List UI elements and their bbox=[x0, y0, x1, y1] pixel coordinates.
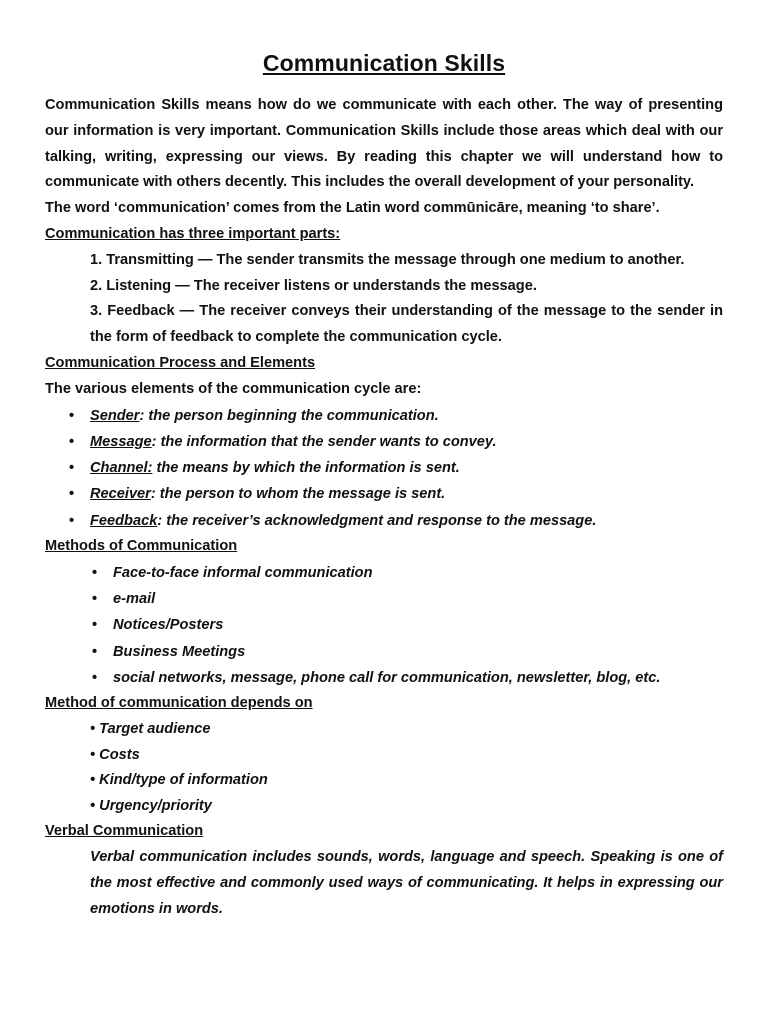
depends-heading: Method of communication depends on bbox=[45, 695, 313, 712]
bullet: • bbox=[69, 407, 75, 424]
element-desc: the means by which the information is sent. bbox=[152, 460, 460, 477]
parts-heading: Communication has three important parts: bbox=[45, 225, 341, 242]
parts-item-1: 1. Transmitting — The sender transmits the message through one medium to another. bbox=[90, 251, 685, 268]
verbal-heading: Verbal Communication bbox=[45, 823, 204, 840]
depends-item: • Costs bbox=[90, 746, 140, 763]
bullet: • bbox=[92, 564, 98, 581]
method-item bbox=[45, 665, 723, 691]
bullet: • bbox=[69, 460, 75, 477]
element-item bbox=[45, 429, 723, 455]
depends-item: • Target audience bbox=[90, 721, 211, 738]
depends-item: • Kind/type of information bbox=[90, 772, 268, 789]
parts-item-3: 3. Feedback — The receiver conveys their understanding of the message to the sender in the form of feedback to complete the communication cycle. bbox=[90, 303, 723, 346]
method-item bbox=[45, 639, 723, 665]
bullet: • bbox=[92, 670, 98, 687]
element-item bbox=[45, 455, 723, 481]
element-term: Sender bbox=[90, 407, 140, 424]
element-term: Receiver bbox=[90, 486, 151, 503]
method-text: Face-to-face informal communication bbox=[113, 564, 373, 581]
methods-heading: Methods of Communication bbox=[45, 538, 238, 555]
element-item bbox=[45, 403, 723, 429]
depends-item: • Urgency/priority bbox=[90, 797, 212, 814]
bullet: • bbox=[92, 643, 98, 660]
method-text: Business Meetings bbox=[113, 643, 246, 660]
document-body bbox=[45, 80, 723, 922]
method-text: social networks, message, phone call for communication, newsletter, blog, etc. bbox=[113, 670, 661, 687]
element-desc: : the information that the sender wants to convey. bbox=[151, 433, 497, 450]
method-item bbox=[45, 560, 723, 586]
element-term: Feedback bbox=[90, 512, 158, 529]
element-desc: : the person to whom the message is sent. bbox=[150, 486, 446, 503]
element-term: Channel: bbox=[90, 460, 153, 477]
bullet: • bbox=[69, 433, 75, 450]
intro-paragraph: Communication Skills means how do we communicate with each other. The way of presenting our information is very important. Communication Skills include those areas which deal with our talking, writing, expressing our views. By reading this chapter we will understand how to communicate with others decently. This includes the overall development of your personality. bbox=[45, 97, 723, 191]
page-title: Communication Skills bbox=[262, 50, 506, 76]
method-item bbox=[45, 586, 723, 612]
verbal-paragraph: Verbal communication includes sounds, words, language and speech. Speaking is one of the most effective and commonly used ways of communicating. It helps in expressing our emotions in words. bbox=[90, 848, 723, 917]
process-heading: Communication Process and Elements bbox=[45, 354, 316, 371]
bullet: • bbox=[92, 591, 98, 608]
process-lead: The various elements of the communication cycle are: bbox=[45, 380, 422, 397]
element-item bbox=[45, 481, 723, 507]
element-desc: : the person beginning the communication. bbox=[139, 407, 439, 424]
bullet: • bbox=[69, 486, 75, 503]
element-term: Message bbox=[90, 433, 152, 450]
method-text: Notices/Posters bbox=[113, 617, 224, 634]
element-item bbox=[45, 508, 723, 534]
element-desc: : the receiver’s acknowledgment and response to the message. bbox=[157, 512, 597, 529]
method-text: e-mail bbox=[113, 591, 156, 608]
method-item bbox=[45, 612, 723, 638]
bullet: • bbox=[69, 512, 75, 529]
etymology-line: The word ‘communication’ comes from the Latin word commūnicāre, meaning ‘to share’. bbox=[45, 200, 660, 217]
parts-item-2: 2. Listening — The receiver listens or understands the message. bbox=[90, 277, 537, 294]
bullet: • bbox=[92, 617, 98, 634]
